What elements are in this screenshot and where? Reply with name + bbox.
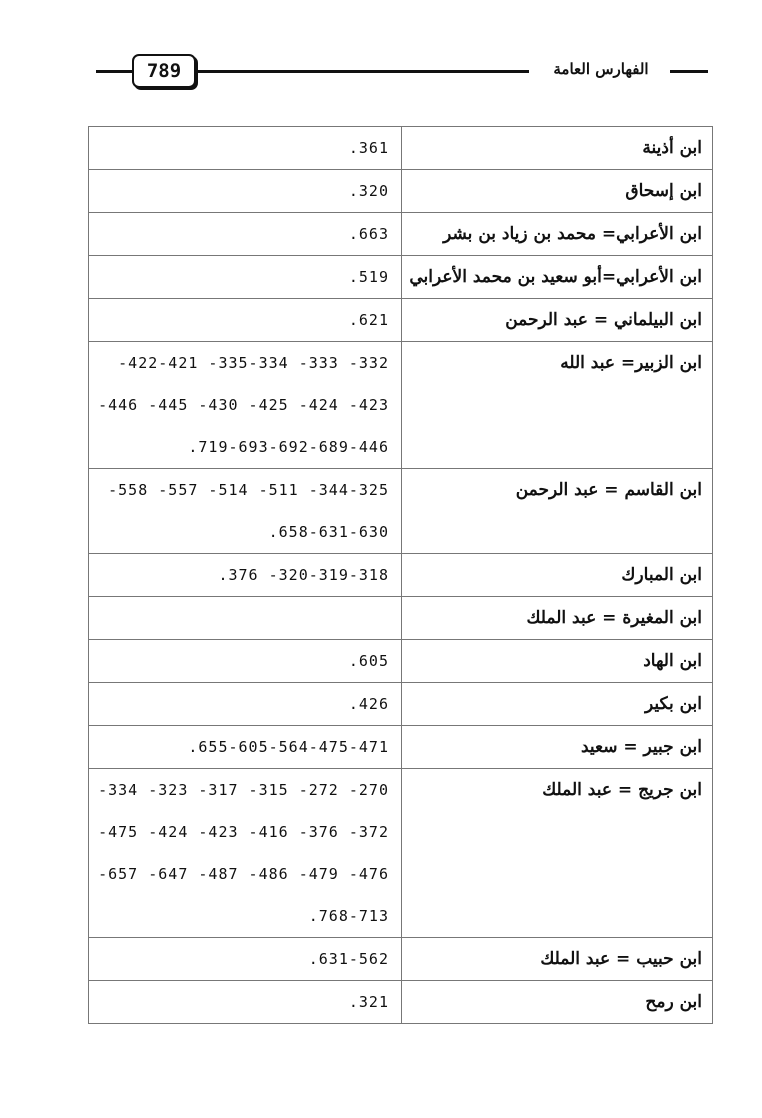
index-entry-row	[89, 170, 713, 213]
page-refs-line: -334 -323 -317 -315 -272 -270	[98, 781, 389, 799]
page-refs-cell	[89, 683, 402, 726]
entry-name-cell	[402, 938, 713, 981]
entry-name-cell	[402, 213, 713, 256]
index-entry-row	[89, 683, 713, 726]
page-refs-line: .426	[348, 695, 389, 713]
index-entry-row	[89, 597, 713, 640]
page-refs-line: .519	[348, 268, 389, 286]
index-entry-row	[89, 342, 713, 469]
entry-name: ابن المبارك	[621, 565, 702, 585]
page-refs-line: .655-605-564-475-471	[188, 738, 389, 756]
page-refs-cell	[89, 640, 402, 683]
entry-name: ابن حبيب = عبد الملك	[540, 949, 702, 969]
entry-name-cell	[402, 981, 713, 1024]
page-refs-line	[89, 597, 401, 639]
page-refs-cell	[89, 299, 402, 342]
page-refs-cell	[89, 597, 402, 640]
entry-name-cell	[402, 769, 713, 938]
page-refs-line: .663	[348, 225, 389, 243]
page-refs-line: -446 -445 -430 -425 -424 -423	[98, 396, 389, 414]
page-refs-line: .376 -320-319-318	[218, 566, 389, 584]
page-refs-line: .320	[348, 182, 389, 200]
page-refs-line: -657 -647 -487 -486 -479 -476	[98, 865, 389, 883]
index-entry-row	[89, 981, 713, 1024]
entry-name-cell	[402, 469, 713, 554]
entry-name: ابن الزبير= عبد الله	[560, 353, 702, 373]
entry-name: ابن جريج = عبد الملك	[542, 780, 702, 800]
page-refs-cell	[89, 554, 402, 597]
index-entry-row	[89, 256, 713, 299]
entry-name: ابن الأعرابي=أبو سعيد بن محمد الأعرابي	[409, 267, 702, 287]
entry-name-cell	[402, 683, 713, 726]
entry-name: ابن بكير	[645, 694, 702, 714]
page-refs-line: -475 -424 -423 -416 -376 -372	[98, 823, 389, 841]
entry-name: ابن رمح	[645, 992, 702, 1012]
header-rule-middle	[194, 70, 529, 73]
page-refs-cell	[89, 726, 402, 769]
page-refs-cell	[89, 170, 402, 213]
index-entry-row	[89, 554, 713, 597]
entry-name-cell	[402, 640, 713, 683]
index-entry-row	[89, 726, 713, 769]
entry-name: ابن إسحاق	[625, 181, 702, 201]
entry-name-cell	[402, 256, 713, 299]
running-head: الفهارس العامة	[553, 60, 649, 78]
index-entry-row	[89, 469, 713, 554]
entry-name: ابن القاسم = عبد الرحمن	[515, 480, 702, 500]
page-refs-line: .605	[348, 652, 389, 670]
entry-name: ابن الهاد	[643, 651, 702, 671]
page-refs-cell	[89, 256, 402, 299]
page-refs-line: .658-631-630	[268, 523, 389, 541]
page-refs-line: .768-713	[308, 907, 389, 925]
entry-name: ابن البيلماني = عبد الرحمن	[505, 310, 702, 330]
page-refs-line: .631-562	[308, 950, 389, 968]
entry-name-cell	[402, 299, 713, 342]
page-refs-line: .621	[348, 311, 389, 329]
page-refs-line: -422-421 -335-334 -333 -332	[118, 354, 389, 372]
page-refs-cell	[89, 769, 402, 938]
index-entry-row	[89, 640, 713, 683]
header-rule-left	[96, 70, 132, 73]
page-header	[96, 54, 708, 94]
page-refs-cell	[89, 938, 402, 981]
index-table	[88, 126, 713, 1024]
index-entry-row	[89, 299, 713, 342]
page-refs-line: .321	[348, 993, 389, 1011]
header-rule-right	[670, 70, 708, 73]
page-refs-cell	[89, 213, 402, 256]
index-entry-row	[89, 769, 713, 938]
entry-name-cell	[402, 127, 713, 170]
entry-name-cell	[402, 597, 713, 640]
entry-name-cell	[402, 554, 713, 597]
entry-name-cell	[402, 342, 713, 469]
page-refs-cell	[89, 981, 402, 1024]
index-entry-row	[89, 213, 713, 256]
page-refs-cell	[89, 342, 402, 469]
page-number: 789	[132, 54, 196, 88]
page-refs-line: .361	[348, 139, 389, 157]
index-entry-row	[89, 938, 713, 981]
index-table-body	[89, 127, 713, 1024]
entry-name-cell	[402, 726, 713, 769]
entry-name: ابن أذينة	[642, 138, 702, 158]
page-refs-line: -558 -557 -514 -511 -344-325	[108, 481, 389, 499]
page-refs-cell	[89, 127, 402, 170]
page-refs-line: .719-693-692-689-446	[188, 438, 389, 456]
entry-name: ابن المغيرة = عبد الملك	[526, 608, 702, 628]
page-refs-cell	[89, 469, 402, 554]
entry-name: ابن جبير = سعيد	[580, 737, 702, 757]
entry-name-cell	[402, 170, 713, 213]
index-entry-row	[89, 127, 713, 170]
entry-name: ابن الأعرابي= محمد بن زياد بن بشر	[443, 224, 702, 244]
